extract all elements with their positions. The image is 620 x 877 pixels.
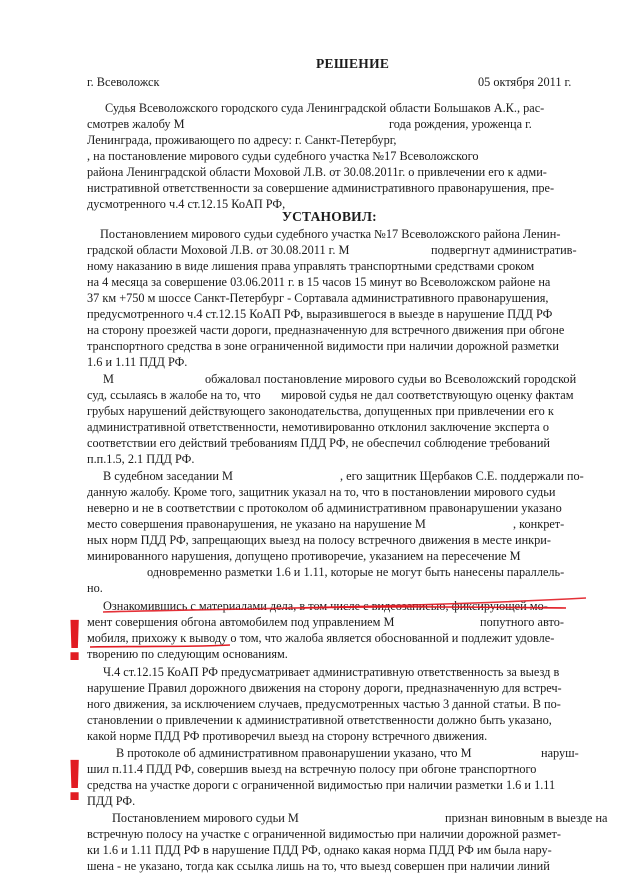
body-line: градской области Моховой Л.В. от 30.08.2011 г. М bbox=[87, 243, 350, 257]
body-line: суд, ссылаясь в жалобе на то, что bbox=[87, 388, 261, 402]
intro-line: смотрев жалобу М bbox=[87, 117, 185, 131]
body-line: 1.6 и 1.11 ПДД РФ. bbox=[87, 355, 188, 369]
body-line: одновременно разметки 1.6 и 1.11, которые не могут быть нанесены параллель- bbox=[147, 565, 565, 579]
body-line: средства на участке дороги с ограниченной видимостью при наличии разметки 1.6 и 1.11 bbox=[87, 778, 556, 792]
body-line: ПДД РФ. bbox=[87, 794, 136, 808]
intro-line: , на постановление мирового судьи судебного участка №17 Всеволожского bbox=[87, 149, 479, 163]
body-line: на 4 месяца за совершение 03.06.2011 г. в 15 часов 15 минут во Всеволожском районе на bbox=[87, 275, 551, 289]
body-line: ных норм ПДД РФ, запрещающих выезд на полосу встречного движения в месте инкри- bbox=[87, 533, 551, 547]
body-line: шена - не указано, тогда как ссылка лишь на то, что выезд совершен при наличии линий bbox=[87, 859, 550, 873]
body-line: Ознакомившись с материалами дела, в том числе с видеозаписью, фиксирующей мо- bbox=[103, 599, 548, 613]
body-line: подвергнут административ- bbox=[431, 243, 577, 257]
document-city: г. Всеволожск bbox=[87, 75, 160, 89]
body-line: административной ответственности, немотивированно отклонил заключение эксперта о bbox=[87, 420, 549, 434]
body-line: но. bbox=[87, 581, 103, 595]
body-line: М bbox=[103, 372, 114, 386]
body-line: признан виновным в выезде на bbox=[445, 811, 608, 825]
intro-line: Ленинграда, проживающего по адресу: г. Санкт-Петербург, bbox=[87, 133, 397, 147]
established-heading: УСТАНОВИЛ: bbox=[282, 209, 377, 224]
intro-line: нистративной ответственности за совершение административного правонарушения, пре- bbox=[87, 181, 555, 195]
body-line: попутного авто- bbox=[480, 615, 564, 629]
body-line: ки 1.6 и 1.11 ПДД РФ в нарушение ПДД РФ, однако какая норма ПДД РФ им была нару- bbox=[87, 843, 552, 857]
body-line: В судебном заседании М bbox=[103, 469, 233, 483]
body-line: мобиля, прихожу к выводу о том, что жалоба является обоснованной и подлежит удовле- bbox=[87, 631, 555, 645]
exclamation-mark-annotation: ! bbox=[65, 608, 85, 673]
body-line: , конкрет- bbox=[513, 517, 565, 531]
body-line: место совершения правонарушения, не указано на нарушение М bbox=[87, 517, 426, 531]
body-line: соответствии его действий требованиям ПДД РФ, не обеспечил соблюдение требований bbox=[87, 436, 551, 450]
intro-line: года рождения, уроженца г. bbox=[389, 117, 532, 131]
body-line: Постановлением мирового судьи М bbox=[112, 811, 299, 825]
body-line: ному наказанию в виде лишения права управлять транспортными средствами сроком bbox=[87, 259, 535, 273]
body-line: п.п.1.5, 2.1 ПДД РФ. bbox=[87, 452, 195, 466]
body-line: 37 км +750 м шоссе Санкт-Петербург - Сортавала административного правонарушения, bbox=[87, 291, 549, 305]
body-line: минированного нарушения, допущено противоречие, указанием на пересечение М bbox=[87, 549, 521, 563]
body-line: шил п.11.4 ПДД РФ, совершив выезд на встречную полосу при обгоне транспортного bbox=[87, 762, 537, 776]
body-line: грубых нарушений действующего законодательства, допущенных при привлечении его к bbox=[87, 404, 554, 418]
body-line: В протоколе об административном правонарушении указано, что М bbox=[116, 746, 472, 760]
body-line: , его защитник Щербаков С.Е. поддержали по- bbox=[340, 469, 584, 483]
body-line: какой норме ПДД РФ противоречил выезд на сторону встречного движения. bbox=[87, 729, 488, 743]
body-line: мент совершения обгона автомобилем под управлением М bbox=[87, 615, 395, 629]
body-line: обжаловал постановление мирового судьи во Всеволожский городской bbox=[205, 372, 577, 386]
intro-line: дусмотренного ч.4 ст.12.15 КоАП РФ, bbox=[87, 197, 286, 211]
body-line: встречную полосу на участке с ограниченной видимостью при наличии дорожной размет- bbox=[87, 827, 562, 841]
body-line: данную жалобу. Кроме того, защитник указал на то, что в постановлении мирового судьи bbox=[87, 485, 556, 499]
exclamation-mark-annotation: ! bbox=[65, 748, 85, 813]
body-line: ного движения, за исключением случаев, предусмотренных частью 3 данной статьи. В по- bbox=[87, 697, 561, 711]
body-line: мировой судья не дал соответствующую оценку фактам bbox=[281, 388, 574, 402]
intro-line: района Ленинградской области Моховой Л.В. от 30.08.2011г. о привлечении его к адми- bbox=[87, 165, 547, 179]
body-line: на сторону проезжей части дороги, предназначенную для встречного движения при обгоне bbox=[87, 323, 565, 337]
body-line: нарушение Правил дорожного движения на сторону дороги, предназначенную для встреч- bbox=[87, 681, 562, 695]
document-title: РЕШЕНИЕ bbox=[316, 56, 390, 71]
body-line: творению по следующим основаниям. bbox=[87, 647, 288, 661]
body-line: Постановлением мирового судьи судебного участка №17 Всеволожского района Ленин- bbox=[100, 227, 561, 241]
body-line: наруш- bbox=[541, 746, 579, 760]
document-date: 05 октября 2011 г. bbox=[478, 75, 572, 89]
body-line: становлении о привлечении к административной ответственности должно быть указано, bbox=[87, 713, 552, 727]
body-line: неверно и не в соответствии с протоколом об административном правонарушении указано bbox=[87, 501, 562, 515]
body-line: Ч.4 ст.12.15 КоАП РФ предусматривает административную ответственность за выезд в bbox=[103, 665, 560, 679]
body-line: транспортного средства в зоне ограниченной видимости при наличии дорожной разметки bbox=[87, 339, 559, 353]
body-line: предусмотренного ч.4 ст.12.15 КоАП РФ, выразившегося в выезде в нарушение ПДД РФ bbox=[87, 307, 553, 321]
intro-line: Судья Всеволожского городского суда Ленинградской области Большаков А.К., рас- bbox=[105, 101, 545, 115]
